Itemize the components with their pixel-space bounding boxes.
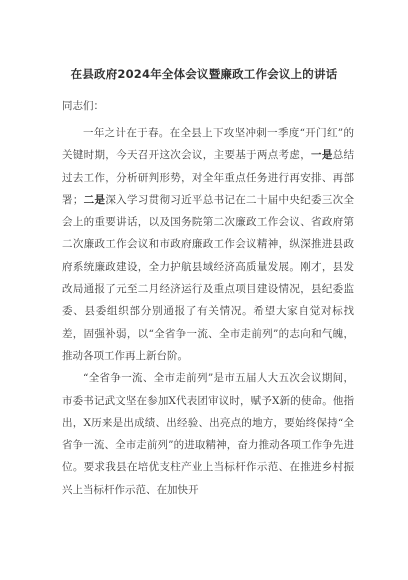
document-body <box>62 122 354 501</box>
paragraph-text: 总结过去工作，分析研判形势，对全年重点任务进行再安排、再部署； <box>62 149 355 206</box>
emphasis-marker: 二是 <box>83 193 106 206</box>
paragraph-text: “全省争一流、全市走前列”是市五届人大五次会议期间，市委书记武文坚在参加X代表团审议时，赋予X新的使命。他指出，X历来是出成绩、出经验、出亮点的地方，要始终保持“全省争一流、全市走前列”的进取精神，奋力推动各项工作争先进位。要求我县在培优支柱产业上当标杆作示范、在推进乡村振兴上当标杆作示范、在加快开 <box>62 372 354 496</box>
emphasis-marker: 一是 <box>311 149 333 162</box>
body-paragraph <box>62 122 354 367</box>
paragraph-text: 深入学习贯彻习近平总书记在二十届中央纪委三次全会上的重要讲话，以及国务院第二次廉政工作会议、省政府第二次廉政工作会议和市政府廉政工作会议精神，纵深推进县政府系统廉政建设，全力护航县域经济高质量发展。刚才，县发改局通报了元至二月经济运行及重点项目建设情况，县纪委监委、县委组织部分别通报了有关情况。希望大家自觉对标找差，固强补弱，以“全省争一流、全市走前列”的志向和气魄，推动各项工作再上新台阶。 <box>62 193 355 362</box>
paragraph-text: 一年之计在于春。在全县上下攻坚冲刺一季度“开门红”的关键时期，今天召开这次会议，主要基于两点考虑， <box>62 127 354 162</box>
body-paragraph <box>62 367 354 501</box>
document-title: 在县政府2024年全体会议暨廉政工作会议上的讲话 <box>70 67 338 81</box>
salutation: 同志们： <box>62 100 104 112</box>
